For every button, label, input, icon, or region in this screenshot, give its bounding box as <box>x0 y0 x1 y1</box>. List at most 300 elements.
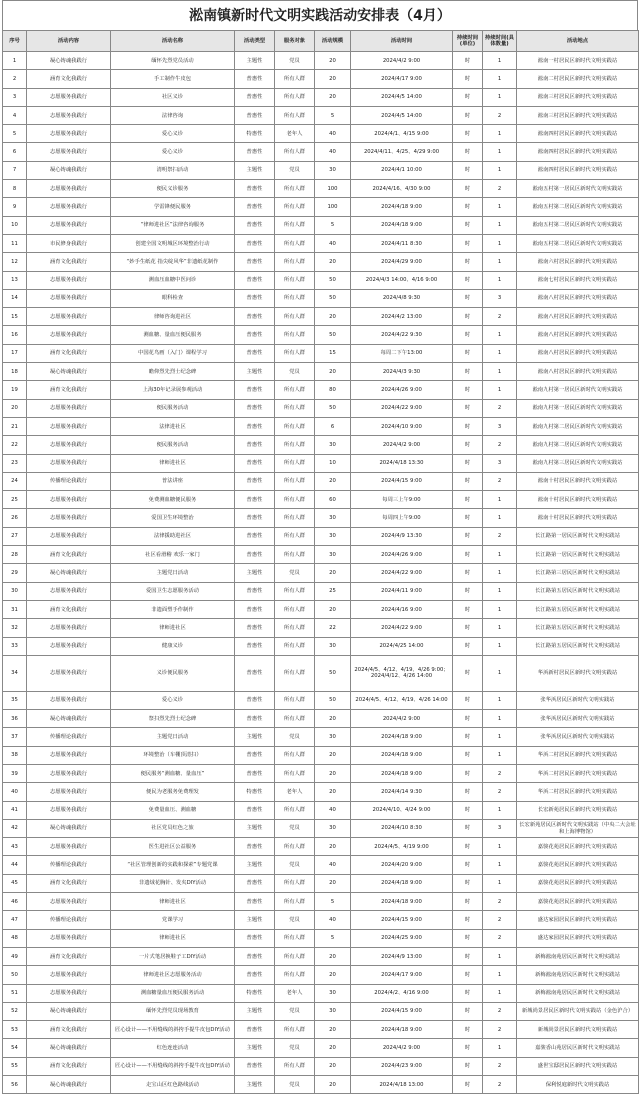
table-cell: 20 <box>315 966 351 984</box>
table-cell: 老年人 <box>275 125 315 143</box>
table-cell: 时 <box>453 856 483 874</box>
col-header: 活动规模 <box>315 31 351 52</box>
table-cell: 淞南九村第三居民区新时代文明实践站 <box>517 454 639 472</box>
table-cell: 时 <box>453 564 483 582</box>
table-cell: 2024/4/1 10:00 <box>351 161 453 179</box>
table-cell: 主题性 <box>235 161 275 179</box>
table-cell: 所有人群 <box>275 546 315 564</box>
table-cell: 所有人群 <box>275 198 315 216</box>
table-cell: 所有人群 <box>275 491 315 509</box>
table-cell: 2024/4/18 9:00 <box>351 874 453 892</box>
table-cell: 淞南三村居民区新时代文明实践站 <box>517 106 639 124</box>
table-cell: 1 <box>483 491 517 509</box>
table-cell: 时 <box>453 746 483 764</box>
table-cell: 涵育文化我践行 <box>27 381 111 399</box>
table-cell: 时 <box>453 271 483 289</box>
table-cell: 29 <box>3 564 27 582</box>
table-cell: 1 <box>483 691 517 709</box>
table-cell: 2024/4/18 9:00 <box>351 893 453 911</box>
table-cell: 时 <box>453 637 483 655</box>
table-cell: 新梅淞南苑居民区新时代文明实践站 <box>517 984 639 1002</box>
table-cell: 1 <box>483 582 517 600</box>
table-cell: 33 <box>3 637 27 655</box>
table-cell: 40 <box>3 783 27 801</box>
table-cell: 长宏新苑居民区新时代文明实践站 <box>517 801 639 819</box>
table-cell: 时 <box>453 1076 483 1094</box>
table-cell: 16 <box>3 326 27 344</box>
table-cell: 1 <box>483 746 517 764</box>
table-cell: 2024/4/25 9:00 <box>351 929 453 947</box>
table-cell: 凝心铸魂我践行 <box>27 1002 111 1020</box>
table-cell: 爱心义诊 <box>111 143 235 161</box>
table-cell: 20 <box>3 399 27 417</box>
table-cell: 所有人群 <box>275 527 315 545</box>
table-cell: 上海30年记录展参观活动 <box>111 381 235 399</box>
table-cell: 普惠性 <box>235 929 275 947</box>
table-cell: 6 <box>315 417 351 435</box>
table-cell: 30 <box>315 728 351 746</box>
table-cell: 传播理论我践行 <box>27 472 111 490</box>
table-cell: 31 <box>3 600 27 618</box>
table-row <box>3 454 639 472</box>
table-cell: 志愿服务我践行 <box>27 509 111 527</box>
table-cell: 2024/4/15 9:00 <box>351 911 453 929</box>
table-cell: 50 <box>315 326 351 344</box>
table-cell: 法律进社区 <box>111 417 235 435</box>
table-cell: 2 <box>483 764 517 782</box>
table-cell: 1 <box>483 728 517 746</box>
table-cell: 34 <box>3 655 27 691</box>
table-cell: 所有人群 <box>275 893 315 911</box>
table-cell: 义诊便民服务 <box>111 655 235 691</box>
table-cell: 1 <box>483 1039 517 1057</box>
table-row <box>3 564 639 582</box>
table-row <box>3 88 639 106</box>
table-cell: 淞南九村第二居民区新时代文明实践站 <box>517 436 639 454</box>
table-cell: 长江路第五居民区新时代文明实践站 <box>517 637 639 655</box>
table-cell: 普惠性 <box>235 344 275 362</box>
table-row <box>3 838 639 856</box>
table-cell: 所有人群 <box>275 88 315 106</box>
table-cell: 30 <box>315 1002 351 1020</box>
table-cell: 44 <box>3 856 27 874</box>
table-cell: 40 <box>315 856 351 874</box>
table-cell: 2024/4/8 9:30 <box>351 289 453 307</box>
table-cell: 20 <box>315 783 351 801</box>
table-cell: 时 <box>453 546 483 564</box>
table-cell: 1 <box>483 271 517 289</box>
table-cell: 2024/4/17 9:00 <box>351 966 453 984</box>
table-cell: 所有人群 <box>275 454 315 472</box>
table-cell: 39 <box>3 764 27 782</box>
table-cell: 时 <box>453 161 483 179</box>
table-cell: 32 <box>3 619 27 637</box>
table-cell: 6 <box>3 143 27 161</box>
table-cell: 医生进社区公益服务 <box>111 838 235 856</box>
table-row <box>3 1021 639 1039</box>
table-cell: 普惠性 <box>235 143 275 161</box>
table-cell: 2024/4/3 14:00、4/16 9:00 <box>351 271 453 289</box>
table-row <box>3 417 639 435</box>
table-cell: 40 <box>315 801 351 819</box>
table-cell: 所有人群 <box>275 1021 315 1039</box>
table-cell: 凝心铸魂我践行 <box>27 564 111 582</box>
table-cell: 2024/4/25 14:00 <box>351 637 453 655</box>
table-cell: 免费量血压、测血糖 <box>111 801 235 819</box>
table-cell: 2024/4/18 9:00 <box>351 216 453 234</box>
table-cell: 2024/4/26 9:00 <box>351 381 453 399</box>
table-cell: 环境整治（车棚顶清扫） <box>111 746 235 764</box>
table-row <box>3 52 639 70</box>
table-cell: 淞南二村居民区新时代文明实践站 <box>517 70 639 88</box>
table-cell: 律师进社区 <box>111 893 235 911</box>
table-cell: 祭扫烈先烈士纪念碑 <box>111 710 235 728</box>
table-cell: 5 <box>315 929 351 947</box>
table-cell: 5 <box>315 216 351 234</box>
table-cell: 2024/4/18 13:00 <box>351 1076 453 1094</box>
table-cell: 48 <box>3 929 27 947</box>
table-cell: 13 <box>3 271 27 289</box>
table-cell: 2024/4/26 9:00 <box>351 546 453 564</box>
table-cell: 志愿服务我践行 <box>27 88 111 106</box>
table-cell: 2024/4/3 9:30 <box>351 363 453 381</box>
table-cell: 1 <box>483 874 517 892</box>
table-row <box>3 546 639 564</box>
table-cell: 20 <box>315 363 351 381</box>
table-cell: 新城尚景居民区新时代文明实践站 <box>517 1021 639 1039</box>
table-cell: 22 <box>315 619 351 637</box>
table-cell: 2 <box>483 911 517 929</box>
table-cell: 所有人群 <box>275 1057 315 1075</box>
table-cell: 所有人群 <box>275 106 315 124</box>
table-cell: 时 <box>453 655 483 691</box>
table-cell: 普惠性 <box>235 1057 275 1075</box>
table-row <box>3 947 639 965</box>
table-cell: 淞南十村居民区新时代文明实践站 <box>517 491 639 509</box>
table-cell: 凝心铸魂我践行 <box>27 710 111 728</box>
table-cell: 80 <box>315 381 351 399</box>
table-cell: 23 <box>3 454 27 472</box>
table-cell: 100 <box>315 198 351 216</box>
table-cell: 时 <box>453 308 483 326</box>
table-cell: 淞南三村居民区新时代文明实践站 <box>517 88 639 106</box>
table-cell: 30 <box>315 819 351 837</box>
table-cell: 2024/4/18 9:00 <box>351 1021 453 1039</box>
table-cell: 42 <box>3 819 27 837</box>
table-cell: 50 <box>315 289 351 307</box>
table-row <box>3 253 639 271</box>
table-cell: 法律咨询 <box>111 106 235 124</box>
table-row <box>3 710 639 728</box>
table-cell: 时 <box>453 911 483 929</box>
table-cell: 普惠性 <box>235 454 275 472</box>
table-cell: 普法讲座 <box>111 472 235 490</box>
table-cell: 所有人群 <box>275 381 315 399</box>
table-cell: 长江路第五居民区新时代文明实践站 <box>517 600 639 618</box>
table-cell: 1 <box>483 161 517 179</box>
table-cell: 时 <box>453 509 483 527</box>
table-cell: 党员 <box>275 819 315 837</box>
table-cell: 2024/4/9 13:00 <box>351 947 453 965</box>
table-cell: 红色连连活动 <box>111 1039 235 1057</box>
table-cell: 30 <box>315 637 351 655</box>
table-cell: 凝心铸魂我践行 <box>27 161 111 179</box>
table-cell: 凝心铸魂我践行 <box>27 363 111 381</box>
table-cell: 2024/4/18 9:00 <box>351 746 453 764</box>
table-cell: 30 <box>3 582 27 600</box>
table-cell: 社区看滑稽 欢乐一家门 <box>111 546 235 564</box>
table-row <box>3 619 639 637</box>
table-cell: 传播理论我践行 <box>27 856 111 874</box>
page-title: 淞南镇新时代文明实践活动安排表（4月） <box>2 0 638 30</box>
table-cell: 所有人群 <box>275 326 315 344</box>
table-cell: 2024/4/18 9:00 <box>351 728 453 746</box>
table-cell: 2 <box>483 308 517 326</box>
table-cell: 时 <box>453 363 483 381</box>
table-cell: 志愿服务我践行 <box>27 929 111 947</box>
table-cell: 2024/4/16、4/30 9:00 <box>351 180 453 198</box>
table-cell: 56 <box>3 1076 27 1094</box>
table-cell: 2024/4/22 9:00 <box>351 619 453 637</box>
table-cell: 志愿服务我践行 <box>27 801 111 819</box>
table-cell: 所有人群 <box>275 764 315 782</box>
table-cell: 2 <box>483 527 517 545</box>
table-cell: 1 <box>483 655 517 691</box>
table-cell: 20 <box>315 838 351 856</box>
table-cell: 普惠性 <box>235 527 275 545</box>
table-cell: 普惠性 <box>235 893 275 911</box>
table-cell: 40 <box>315 143 351 161</box>
table-cell: 张华浜居民区新时代文明实践站 <box>517 710 639 728</box>
table-row <box>3 106 639 124</box>
table-cell: 传播理论我践行 <box>27 728 111 746</box>
table-cell: 时 <box>453 874 483 892</box>
table-cell: 特惠性 <box>235 984 275 1002</box>
table-cell: 淞南七村居民区新时代文明实践站 <box>517 271 639 289</box>
table-cell: 27 <box>3 527 27 545</box>
table-cell: 普惠性 <box>235 546 275 564</box>
table-cell: 张华浜居民区新时代文明实践站 <box>517 691 639 709</box>
table-cell: 2024/4/10 8:30 <box>351 819 453 837</box>
table-cell: 2024/4/16 9:00 <box>351 600 453 618</box>
table-cell: 淞南九村第一居民区新时代文明实践站 <box>517 399 639 417</box>
table-cell: 健康义诊 <box>111 637 235 655</box>
table-cell: 10 <box>3 216 27 234</box>
table-row <box>3 819 639 837</box>
table-cell: 时 <box>453 88 483 106</box>
table-cell: 党员 <box>275 911 315 929</box>
table-cell: 30 <box>315 436 351 454</box>
table-cell: 5 <box>315 893 351 911</box>
table-cell: 淞南八村居民区新时代文明实践站 <box>517 363 639 381</box>
table-cell: 11 <box>3 234 27 252</box>
table-cell: 淞南一村居民区新时代文明实践站 <box>517 52 639 70</box>
table-cell: 普惠性 <box>235 1021 275 1039</box>
table-cell: 2 <box>483 1002 517 1020</box>
col-header: 活动名称 <box>111 31 235 52</box>
table-cell: 志愿服务我践行 <box>27 198 111 216</box>
table-cell: 所有人群 <box>275 271 315 289</box>
table-cell: 非遗面塑手作制作 <box>111 600 235 618</box>
table-cell: 1 <box>483 125 517 143</box>
table-cell: 时 <box>453 454 483 472</box>
table-row <box>3 234 639 252</box>
table-cell: 1 <box>483 52 517 70</box>
table-cell: 淞南八村居民区新时代文明实践站 <box>517 308 639 326</box>
table-cell: 普惠性 <box>235 381 275 399</box>
table-cell: 时 <box>453 947 483 965</box>
table-cell: 1 <box>483 838 517 856</box>
table-cell: 市民修身我践行 <box>27 234 111 252</box>
table-cell: 41 <box>3 801 27 819</box>
table-cell: 淞南四村居民区新时代文明实践站 <box>517 125 639 143</box>
table-cell: 8 <box>3 180 27 198</box>
table-cell: 所有人群 <box>275 655 315 691</box>
table-cell: 所有人群 <box>275 838 315 856</box>
table-cell: 所有人群 <box>275 344 315 362</box>
table-cell: 时 <box>453 106 483 124</box>
table-cell: 张华浜居民区新时代文明实践站 <box>517 728 639 746</box>
table-cell: 所有人群 <box>275 582 315 600</box>
table-cell: 普惠性 <box>235 198 275 216</box>
table-cell: 2024/4/22 9:30 <box>351 326 453 344</box>
table-cell: 15 <box>3 308 27 326</box>
table-cell: 25 <box>3 491 27 509</box>
table-cell: 主题性 <box>235 728 275 746</box>
table-cell: “妙手生纸花 指尖绽风华”非遗纸花制作 <box>111 253 235 271</box>
table-row <box>3 893 639 911</box>
table-row <box>3 527 639 545</box>
table-cell: 时 <box>453 472 483 490</box>
table-cell: 1 <box>483 88 517 106</box>
table-cell: “社区管理创新的实践和探索”专题党课 <box>111 856 235 874</box>
table-cell: 走宝山区红色路线活动 <box>111 1076 235 1094</box>
table-cell: 志愿服务我践行 <box>27 271 111 289</box>
table-cell: 涵育文化我践行 <box>27 947 111 965</box>
table-cell: 22 <box>3 436 27 454</box>
table-cell: 涵育文化我践行 <box>27 874 111 892</box>
table-row <box>3 856 639 874</box>
table-cell: 嘉骏花苑居民区新时代文明实践站 <box>517 838 639 856</box>
table-cell: 时 <box>453 710 483 728</box>
table-cell: 所有人群 <box>275 637 315 655</box>
table-cell: 瞻仰烈先烈士纪念碑 <box>111 363 235 381</box>
table-cell: 2 <box>483 1021 517 1039</box>
table-cell: 20 <box>315 253 351 271</box>
table-cell: 党员 <box>275 161 315 179</box>
table-cell: 主题性 <box>235 564 275 582</box>
col-header: 持续时间(单位) <box>453 31 483 52</box>
table-cell: 时 <box>453 234 483 252</box>
table-cell: 免费测血糖便民服务 <box>111 491 235 509</box>
table-cell: 华浜新村居民区新时代文明实践站 <box>517 655 639 691</box>
table-row <box>3 1057 639 1075</box>
table-cell: 2024/4/2、4/16 9:00 <box>351 984 453 1002</box>
table-cell: 党员 <box>275 52 315 70</box>
table-cell: 30 <box>315 527 351 545</box>
table-cell: 嘉骏香山苑居民区新时代文明实践站 <box>517 1039 639 1057</box>
table-cell: 测血糖、量血压便民服务 <box>111 326 235 344</box>
table-cell: 凝心铸魂我践行 <box>27 1076 111 1094</box>
table-cell: 时 <box>453 417 483 435</box>
table-row <box>3 911 639 929</box>
table-cell: 缅怀先烈党员活动 <box>111 52 235 70</box>
table-cell: 匠心设计——不用缝线的斜挎手提牛皮包DIY活动 <box>111 1057 235 1075</box>
table-cell: 涵育文化我践行 <box>27 1057 111 1075</box>
table-cell: 非遗绒花胸针、发夹DIY活动 <box>111 874 235 892</box>
table-cell: 14 <box>3 289 27 307</box>
table-cell: 2024/4/18 13:30 <box>351 454 453 472</box>
table-cell: 时 <box>453 893 483 911</box>
table-cell: 51 <box>3 984 27 1002</box>
table-cell: 爱国卫生环境整治 <box>111 509 235 527</box>
table-cell: 2024/4/5、4/19 9:00 <box>351 838 453 856</box>
table-cell: 2024/4/5、4/12、4/19、4/26 9:00；2024/4/12、4/26 14:00 <box>351 655 453 691</box>
table-cell: 便民服务活动 <box>111 436 235 454</box>
table-cell: 中国花鸟画（入门）课程学习 <box>111 344 235 362</box>
table-cell: 1 <box>483 856 517 874</box>
table-body <box>3 52 639 1094</box>
table-cell: 时 <box>453 344 483 362</box>
table-cell: 100 <box>315 180 351 198</box>
table-cell: 测血糖量血压便民服务活动 <box>111 984 235 1002</box>
table-row <box>3 783 639 801</box>
table-cell: 淞南九村第二居民区新时代文明实践站 <box>517 417 639 435</box>
table-cell: 20 <box>315 308 351 326</box>
table-cell: 2024/4/11 9:00 <box>351 582 453 600</box>
table-cell: 4 <box>3 106 27 124</box>
table-cell: 2024/4/2 9:00 <box>351 436 453 454</box>
table-cell: 21 <box>3 417 27 435</box>
table-cell: 10 <box>315 454 351 472</box>
table-cell: 新梅淞南苑居民区新时代文明实践站 <box>517 947 639 965</box>
table-row <box>3 637 639 655</box>
table-cell: 志愿服务我践行 <box>27 637 111 655</box>
table-row <box>3 70 639 88</box>
table-cell: 淞南五村第一居民区新时代文明实践站 <box>517 180 639 198</box>
table-cell: 每周三上午9:00 <box>351 491 453 509</box>
table-cell: 1 <box>483 198 517 216</box>
table-cell: 所有人群 <box>275 216 315 234</box>
table-cell: 所有人群 <box>275 619 315 637</box>
table-cell: 华浜二村居民区新时代文明实践站 <box>517 764 639 782</box>
table-cell: 便民服务活动 <box>111 399 235 417</box>
table-cell: 40 <box>315 234 351 252</box>
table-cell: 淞南八村居民区新时代文明实践站 <box>517 289 639 307</box>
table-cell: 淞南五村第二居民区新时代文明实践站 <box>517 234 639 252</box>
table-cell: 2024/4/22 9:00 <box>351 564 453 582</box>
table-cell: 志愿服务我践行 <box>27 966 111 984</box>
table-row <box>3 801 639 819</box>
header-row <box>3 31 639 52</box>
table-cell: 志愿服务我践行 <box>27 655 111 691</box>
table-cell: 普惠性 <box>235 234 275 252</box>
table-cell: 普惠性 <box>235 637 275 655</box>
table-cell: 50 <box>315 399 351 417</box>
table-cell: 淞南五村第二居民区新时代文明实践站 <box>517 198 639 216</box>
table-cell: 43 <box>3 838 27 856</box>
table-cell: 2024/4/18 9:00 <box>351 198 453 216</box>
table-row <box>3 271 639 289</box>
table-cell: 1 <box>483 637 517 655</box>
table-cell: 37 <box>3 728 27 746</box>
table-cell: 28 <box>3 546 27 564</box>
table-cell: 律师进社区 <box>111 454 235 472</box>
table-cell: 志愿服务我践行 <box>27 436 111 454</box>
table-cell: 涵育文化我践行 <box>27 1021 111 1039</box>
table-cell: 长江路第五居民区新时代文明实践站 <box>517 619 639 637</box>
table-cell: 普惠性 <box>235 106 275 124</box>
